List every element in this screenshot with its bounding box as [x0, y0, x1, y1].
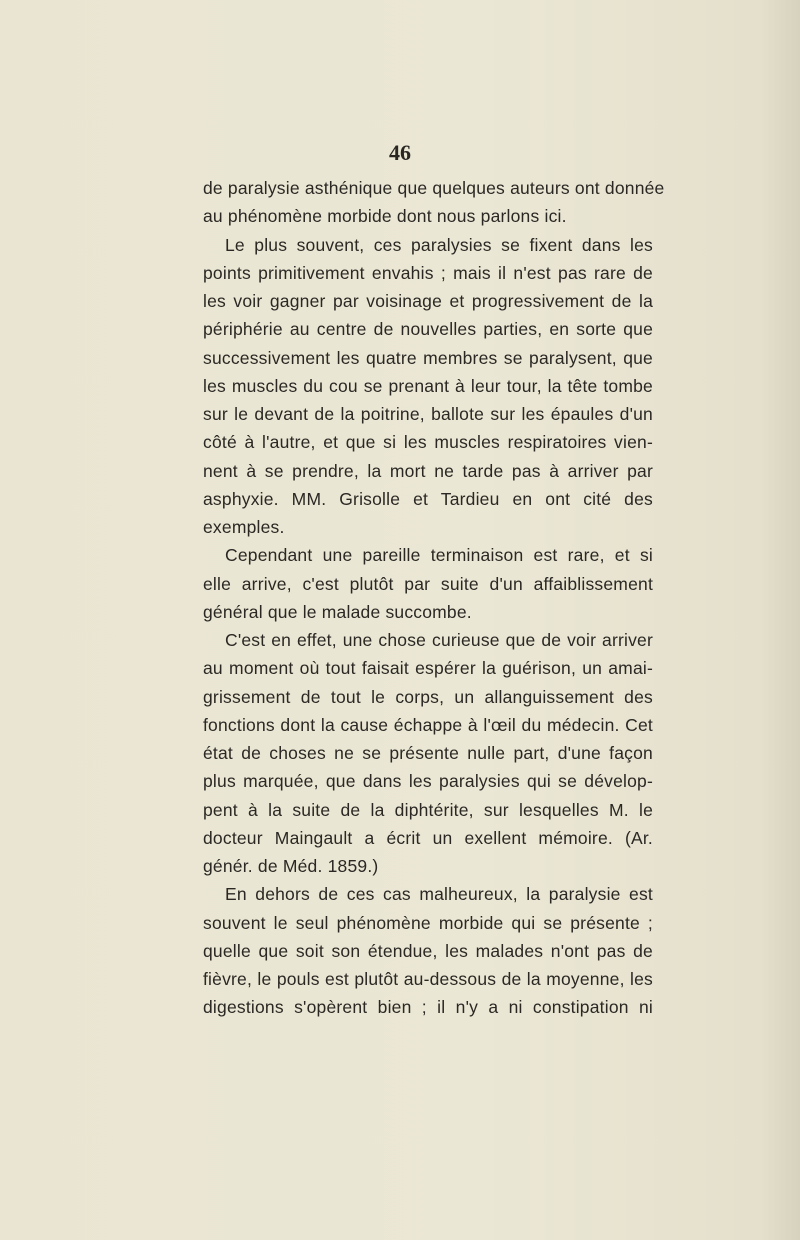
text-line: sur le devant de la poitrine, ballote sur les épaules d'un	[203, 404, 653, 424]
text-line: Cependant une pareille terminaison est rare, et si	[225, 545, 653, 566]
text-line: grissement de tout le corps, un allanguissement des	[203, 686, 653, 707]
text-line: exemples.	[203, 517, 285, 537]
text-line: digestions s'opèrent bien ; il n'y a ni constipation ni	[203, 997, 653, 1018]
text-line: au phénomène morbide dont nous parlons ici.	[203, 206, 567, 227]
text-line: docteur Maingault a écrit un exellent mémoire. (Ar.	[203, 827, 653, 848]
text-line: pent à la suite de la diphtérite, sur lesquelles M. le	[203, 799, 653, 820]
text-line: points primitivement envahis ; mais il n'est pas rare de	[203, 262, 653, 283]
text-line: général que le malade succombe.	[203, 601, 472, 622]
text-line: génér. de Méd. 1859.)	[203, 856, 379, 876]
text-line: quelle que soit son étendue, les malades n'ont pas de	[203, 940, 653, 961]
text-line: côté à l'autre, et que si les muscles respiratoires vien-	[203, 432, 653, 453]
text-line: En dehors de ces cas malheureux, la paralysie est	[225, 884, 653, 905]
text-line: Le plus souvent, ces paralysies se fixent dans les	[225, 234, 653, 255]
text-line: C'est en effet, une chose curieuse que de voir arriver	[225, 630, 653, 650]
text-line: successivement les quatre membres se paralysent, que	[203, 347, 653, 368]
text-line: plus marquée, que dans les paralysies qui se dévelop-	[203, 771, 653, 792]
text-line: souvent le seul phénomène morbide qui se présente ;	[203, 912, 653, 933]
text-line: asphyxie. MM. Grisolle et Tardieu en ont cité des	[203, 488, 653, 509]
body-text	[203, 174, 665, 1022]
text-line: état de choses ne se présente nulle part, d'une façon	[203, 743, 653, 763]
text-line: les muscles du cou se prenant à leur tour, la tête tombe	[203, 375, 653, 396]
page-number: 46	[389, 140, 411, 165]
text-line: périphérie au centre de nouvelles parties, en sorte que	[203, 319, 653, 340]
text-line: nent à se prendre, la mort ne tarde pas à arriver par	[203, 460, 653, 481]
text-line: les voir gagner par voisinage et progressivement de la	[203, 291, 653, 311]
text-line: de paralysie asthénique que quelques auteurs ont donnée	[203, 178, 665, 198]
text-line: elle arrive, c'est plutôt par suite d'un affaiblissement	[203, 573, 653, 594]
text-line: fonctions dont la cause échappe à l'œil du médecin. Cet	[203, 714, 653, 735]
text-line: au moment où tout faisait espérer la guérison, un amai-	[203, 658, 653, 679]
text-line: fièvre, le pouls est plutôt au-dessous de la moyenne, les	[203, 969, 653, 989]
